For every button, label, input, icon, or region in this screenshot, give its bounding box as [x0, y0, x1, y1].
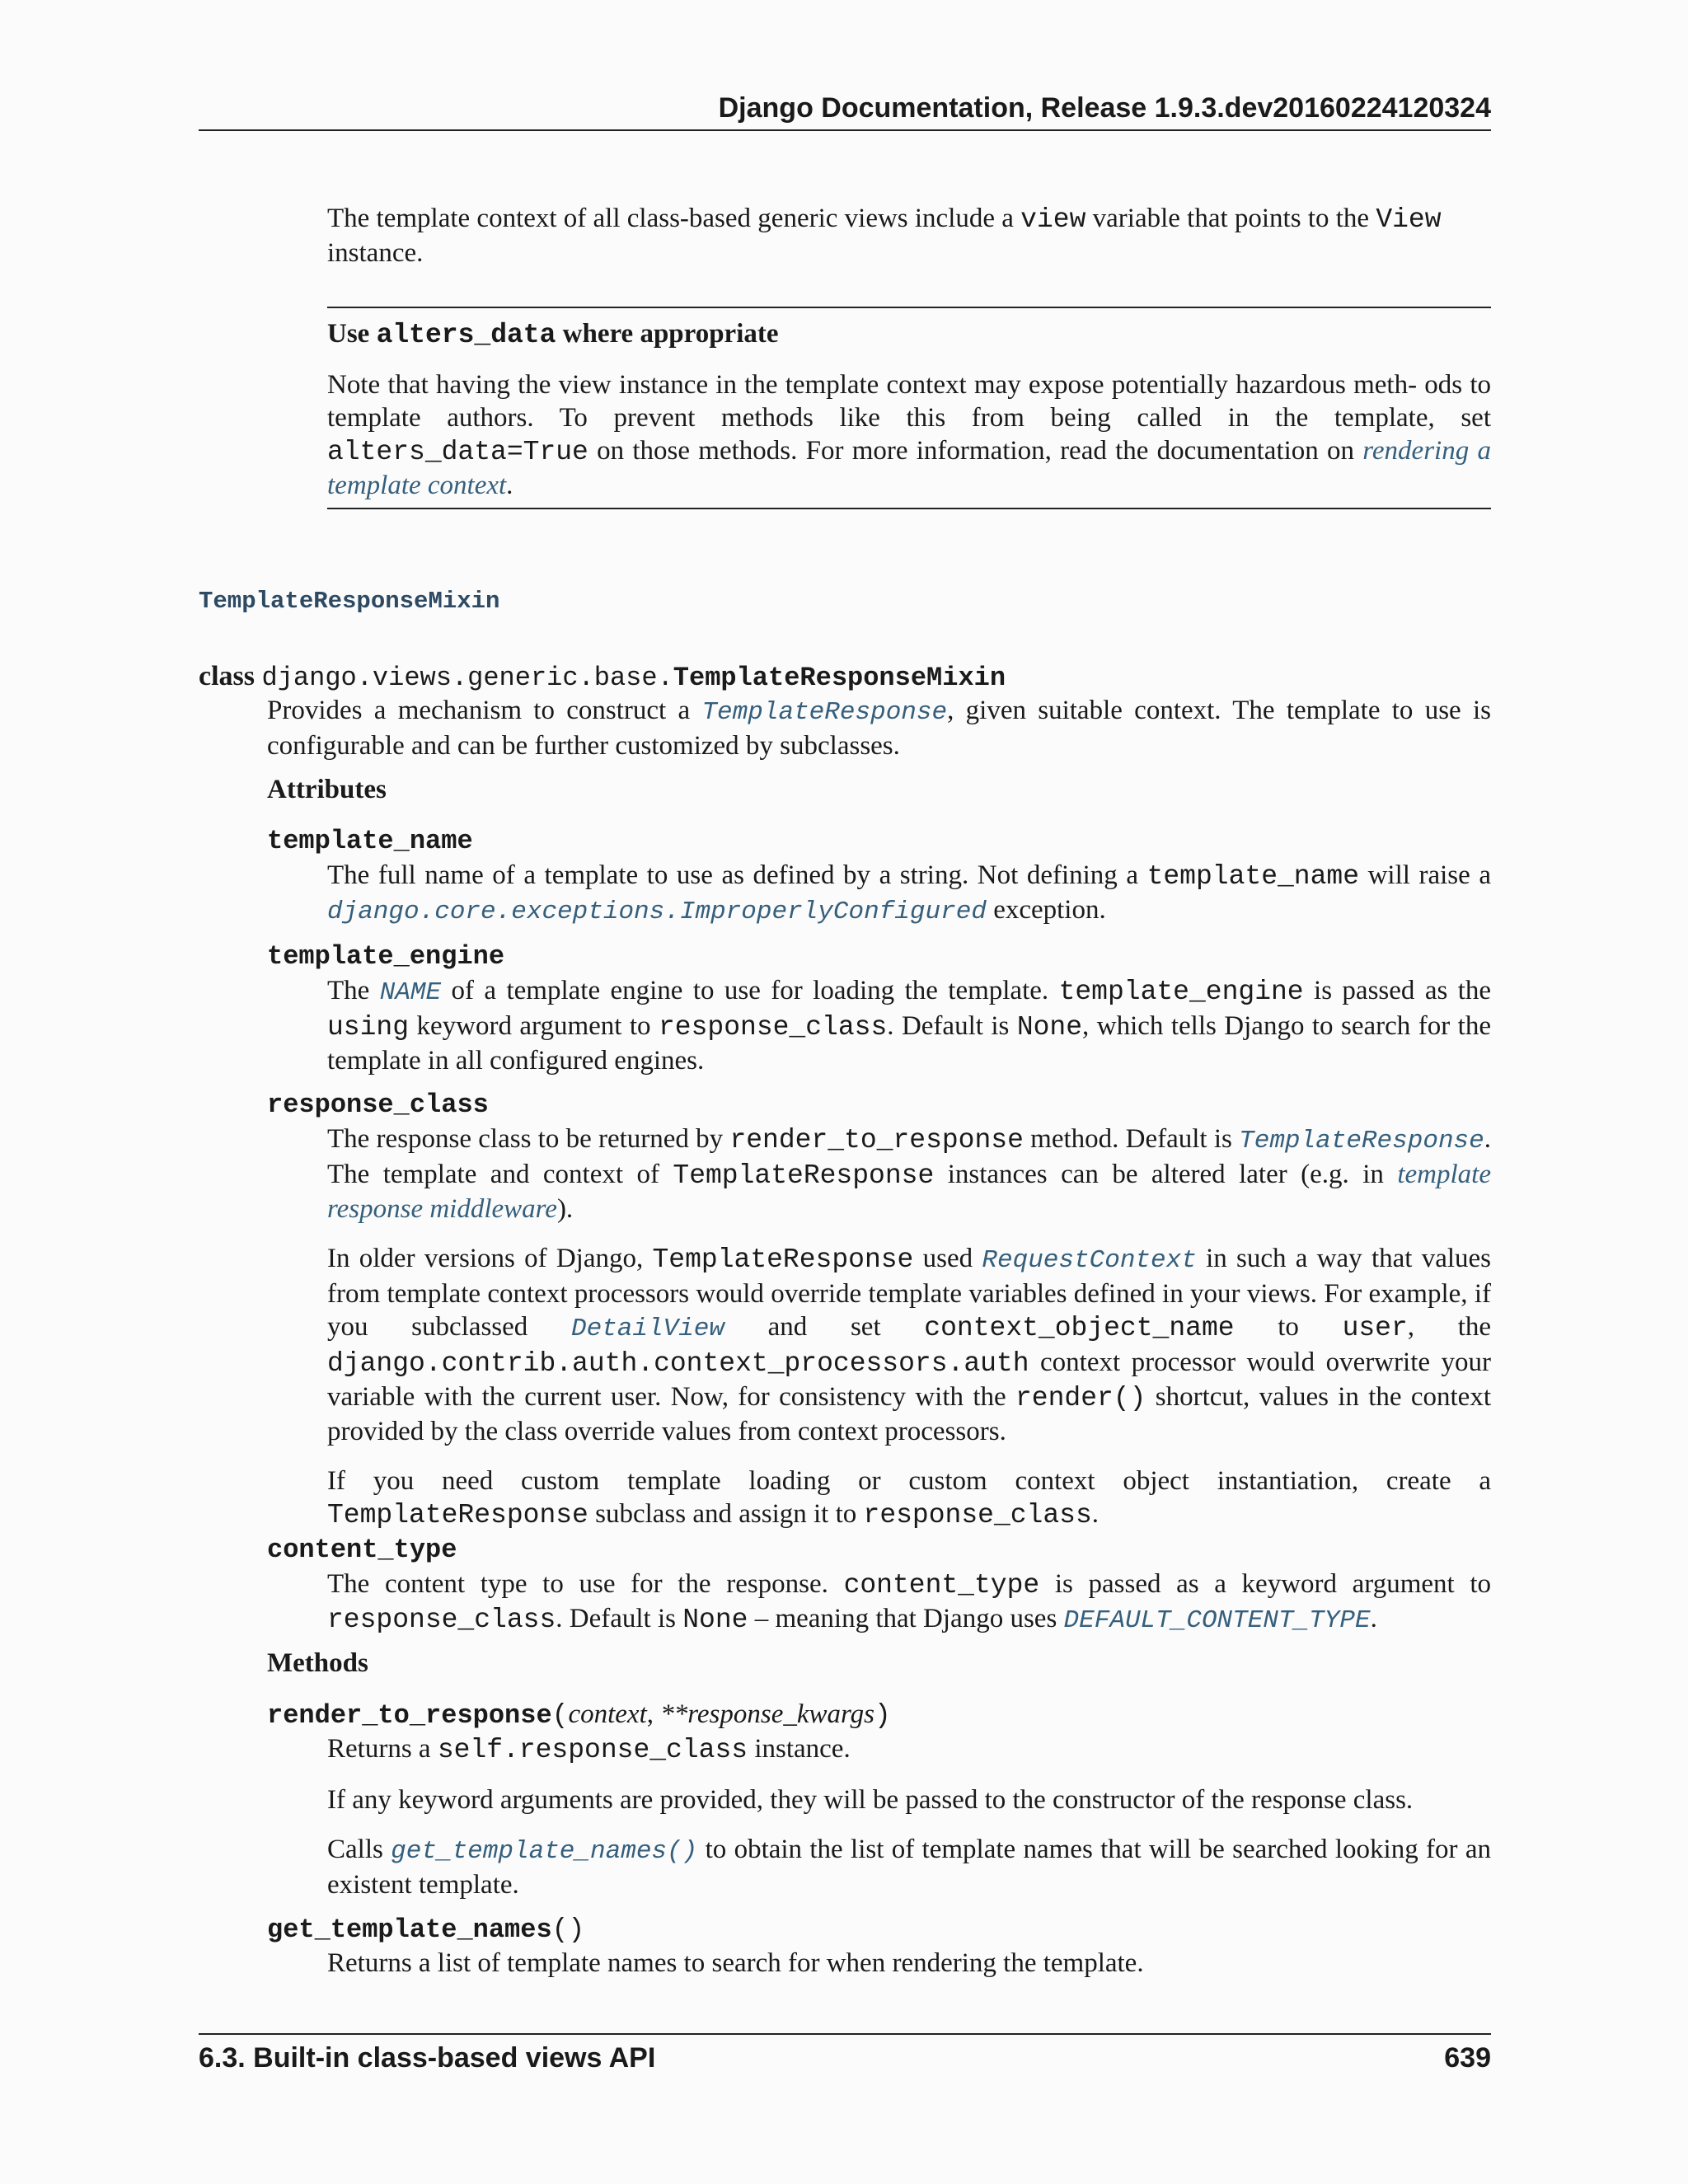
method-render-to-response: render_to_response(context, **response_kwargs) [267, 1699, 891, 1731]
content-type-desc: The content type to use for the response. content_type is passed as a keyword argument to response_class. Default is None – meaning that Django uses DEFAULT_CONTENT_TYPE. [327, 1569, 1491, 1635]
methods-label: Methods [267, 1648, 368, 1678]
note-body: Note that having the view instance in the template context may expose potentially hazardous meth- ods to template authors. To prevent methods like this from being called in the template, set alters_data=True on those methods. For more information, read the documentation on rendering a template context. [327, 370, 1491, 500]
response-class-desc: The response class to be returned by render_to_response method. Default is TemplateResponse. The template and context of TemplateResponse instances can be altered later (e.g. in template response middleware). In older versions of Django, TemplateResponse used RequestContext in such a way that values from template context processors would override template variables defined in your views. For example, if you subclassed DetailView and set context_object_name to user, the django.contrib.auth.context_processors.auth context processor would overwrite your variable with the current user. Now, for consistency with the render() shortcut, values in the context provided by the class override values from context processors. If you need custom template loading or custom context object instantiation, create a TemplateResponse subclass and assign it to response_class. [327, 1124, 1492, 1530]
template-name-desc: The full name of a template to use as defined by a string. Not defining a template_name will raise a django.core.exceptions.ImproperlyConfigured exception. [327, 860, 1491, 926]
note-box [327, 317, 1491, 502]
templateresponse-link[interactable]: TemplateResponse [701, 698, 948, 727]
class-description: Provides a mechanism to construct a TemplateResponse, given suitable context. The template to use is configurable and can be further customized by subclasses. [267, 696, 1491, 761]
render-to-response-desc: Returns a self.response_class instance. If any keyword arguments are provided, they will be passed to the constructor of the response class. Calls get_template_names() to obtain the list of template names that will be searched looking for an existent template. [327, 1734, 1491, 1900]
running-header: Django Documentation, Release 1.9.3.dev20160224120324 [718, 92, 1491, 124]
response-class-history: In older versions of Django, TemplateResponse used RequestContext in such a way that values from template context processors would override template variables defined in your views. For example, if you subclassed DetailView and set context_object_name to user, the django.contrib.auth.context_processors.auth context processor would overwrite your variable with the current user. Now, for consistency with the render() shortcut, values in the context provided by the class override values from context processors. [327, 1244, 1492, 1446]
rendering-context-link[interactable]: rendering a template context [327, 436, 1491, 500]
note-top-rule [327, 307, 1491, 308]
note-bottom-rule [327, 508, 1491, 509]
footer-rule [199, 2033, 1491, 2035]
method-get-template-names: get_template_names() [267, 1915, 585, 1945]
template-engine-desc: The NAME of a template engine to use for loading the template. template_engine is passed as the using keyword argument to response_class. Default is None, which tells Django to search for the template in all configured engines. [327, 976, 1492, 1076]
section-heading[interactable]: TemplateResponseMixin [199, 588, 500, 615]
attr-template-engine: template_engine [267, 941, 505, 972]
intro-paragraph: The template context of all class-based generic views include a view variable that points to the View instance. [327, 204, 1442, 268]
detailview-link[interactable]: DetailView [570, 1315, 724, 1343]
get-template-names-link[interactable]: get_template_names() [391, 1837, 698, 1866]
header-rule [199, 129, 1491, 131]
footer-page-number: 639 [1444, 2042, 1491, 2074]
attr-response-class: response_class [267, 1090, 489, 1120]
response-class-custom: If you need custom template loading or custom context object instantiation, create a TemplateResponse subclass and assign it to response_class. [327, 1466, 1491, 1530]
attr-content-type: content_type [267, 1535, 457, 1565]
requestcontext-link[interactable]: RequestContext [982, 1246, 1197, 1275]
note-title: Use alters_data where appropriate [327, 319, 779, 350]
footer-section: 6.3. Built-in class-based views API [199, 2042, 656, 2074]
name-setting-link[interactable]: NAME [379, 978, 442, 1007]
template-response-middleware-link[interactable]: template response middleware [327, 1160, 1491, 1224]
attr-template-name: template_name [267, 826, 473, 856]
default-content-type-link[interactable]: DEFAULT_CONTENT_TYPE [1063, 1606, 1371, 1635]
attributes-label: Attributes [267, 775, 387, 804]
templateresponse-link-2[interactable]: TemplateResponse [1239, 1127, 1484, 1155]
get-template-names-desc: Returns a list of template names to search for when rendering the template. [327, 1948, 1144, 1978]
class-signature: class django.views.generic.base.TemplateResponseMixin [199, 661, 1006, 693]
improperly-configured-link[interactable]: django.core.exceptions.ImproperlyConfigured [327, 898, 987, 926]
